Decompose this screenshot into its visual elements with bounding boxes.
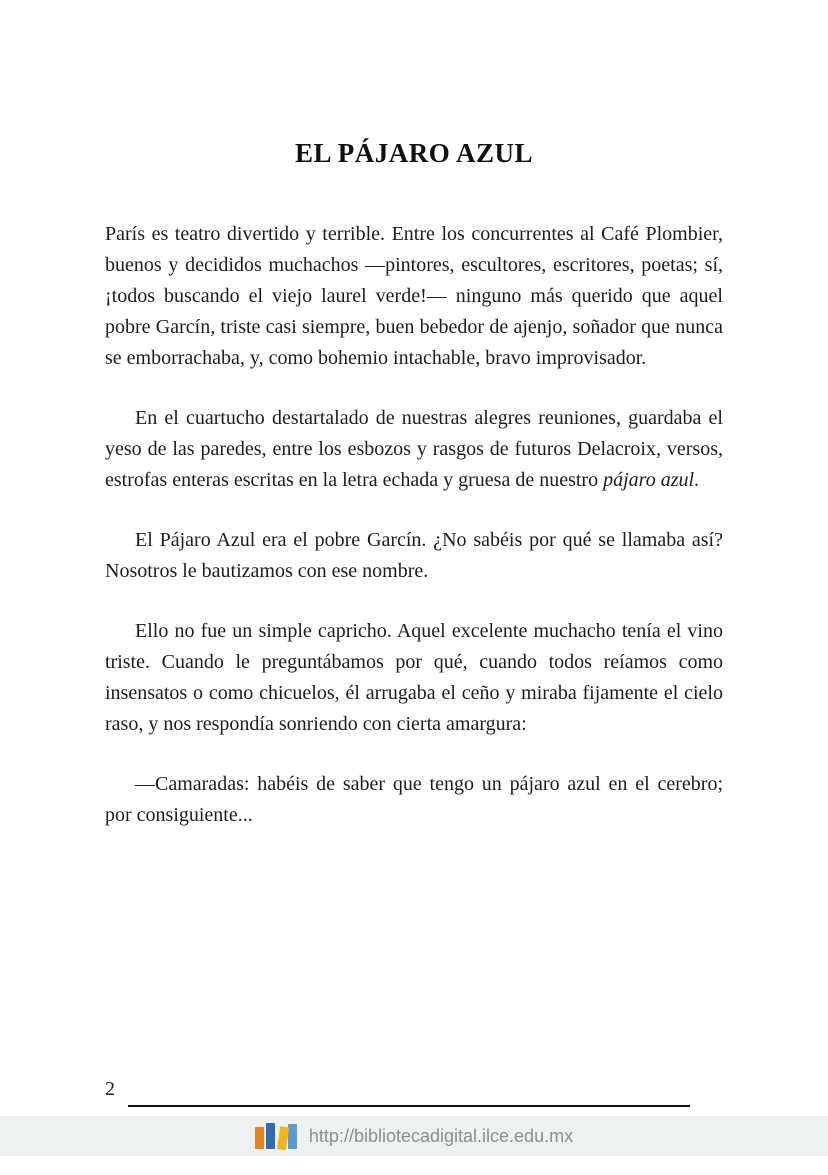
page-title: EL PÁJARO AZUL [294, 138, 534, 168]
paragraph: Ello no fue un simple capricho. Aquel excelente muchacho tenía el vino triste. Cuando le preguntábamos por qué, cuando todos reíamos como insensatos o como chicuelos, él arrugaba el ceño y miraba fijamente el cielo raso, y nos respondía sonriendo con cierta amargura: [105, 620, 723, 735]
paragraph: —Camaradas: habéis de saber que tengo un pájaro azul en el cerebro; por consiguiente... [105, 773, 723, 826]
paragraph: El Pájaro Azul era el pobre Garcín. ¿No sabéis por qué se llamaba así? Nosotros le bautizamos con ese nombre. [105, 529, 723, 582]
paragraph: En el cuartucho destartalado de nuestras alegres reuniones, guardaba el yeso de las paredes, entre los esbozos y rasgos de futuros Delacroix, versos, estrofas enteras escritas en la letra echada y gruesa de nuestro pájaro azul. [105, 407, 723, 491]
paragraph: París es teatro divertido y terrible. Entre los concurrentes al Café Plombier, buenos y decididos muchachos —pintores, escultores, escritores, poetas; sí, ¡todos buscando el viejo laurel verde!— ninguno más querido que aquel pobre Garcín, triste casi siempre, buen bebedor de ajenjo, soñador que nunca se emborrachaba, y, como bohemio intachable, bravo improvisador. [105, 223, 723, 369]
footer-divider [128, 1105, 690, 1107]
page-number: 2 [105, 1078, 115, 1100]
footer-band [0, 1116, 828, 1156]
paragraphs [105, 219, 723, 831]
books-logo-icon [255, 1123, 297, 1149]
page-content [105, 138, 723, 860]
footer-url[interactable]: http://bibliotecadigital.ilce.edu.mx [308, 1125, 574, 1146]
